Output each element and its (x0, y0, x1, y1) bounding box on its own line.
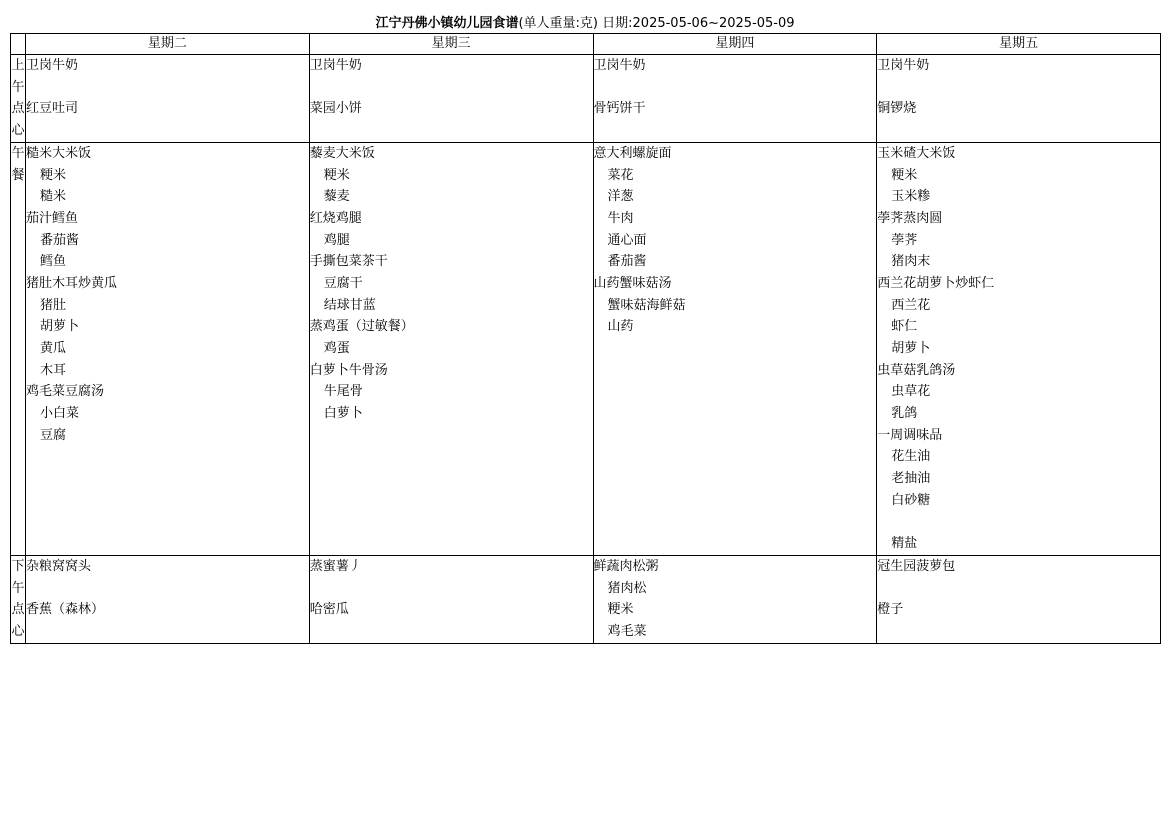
cell-am-thu (593, 55, 877, 143)
ingredient-item: 鸡毛菜 (607, 623, 647, 639)
dish-item: 蒸蜜薯丿 (309, 558, 362, 574)
cell-pm-thu (593, 555, 877, 643)
row-morning-snack (11, 55, 1161, 143)
ingredient-item: 粳米 (40, 167, 67, 183)
dish-item: 蒸鸡蛋（过敏餐） (309, 319, 414, 335)
ingredient-item: 山药 (607, 319, 634, 335)
corner-cell (11, 34, 26, 55)
ingredient-item: 番茄酱 (607, 254, 647, 270)
dish-item: 荸荠蒸肉圆 (877, 210, 943, 226)
meal-label-lunch: 午餐 (11, 142, 26, 555)
ingredient-item: 猪肉松 (607, 580, 647, 596)
dish-item: 一周调味品 (877, 427, 943, 443)
dish-item (594, 77, 877, 99)
date-range: 日期:2025-05-06~2025-05-09 (602, 16, 795, 31)
ingredient-item: 通心面 (607, 232, 647, 248)
dish-item: 铜锣烧 (877, 101, 917, 117)
ingredient-item: 猪肉末 (891, 254, 931, 270)
day-header-fri: 星期五 (877, 34, 1161, 55)
dish-item: 卫岗牛奶 (593, 58, 646, 73)
dish-item: 意大利螺旋面 (593, 145, 672, 161)
dish-item: 西兰花胡萝卜炒虾仁 (877, 275, 995, 291)
ingredient-item: 木耳 (40, 362, 67, 378)
ingredient-item: 粳米 (323, 167, 350, 183)
ingredient-item: 粳米 (891, 167, 918, 183)
dish-item: 红烧鸡腿 (309, 210, 362, 226)
dish-item: 杂粮窝窝头 (26, 558, 92, 574)
dish-item: 骨钙饼干 (593, 101, 646, 117)
ingredient-item: 花生油 (891, 449, 931, 465)
dish-item: 卫岗牛奶 (309, 58, 362, 73)
dish-item: 山药蟹味菇汤 (593, 275, 672, 291)
day-header-thu: 星期四 (593, 34, 877, 55)
menu-table (10, 33, 1161, 644)
row-lunch (11, 142, 1161, 555)
cell-pm-wed (309, 555, 593, 643)
ingredient-item: 鳕鱼 (40, 254, 67, 270)
dish-item: 冠生园菠萝包 (877, 558, 956, 574)
meal-label-afternoon-snack: 下午点心 (11, 555, 26, 643)
ingredient-item: 菜花 (607, 167, 634, 183)
ingredient-item: 玉米糁 (891, 189, 931, 205)
ingredient-item: 胡萝卜 (40, 319, 80, 335)
dish-item (877, 77, 1160, 99)
cell-pm-tue (26, 555, 310, 643)
ingredient-item: 猪肚 (40, 297, 67, 313)
ingredient-item: 老抽油 (891, 471, 931, 487)
ingredient-item: 鸡腿 (323, 232, 350, 248)
ingredient-item: 鸡蛋 (323, 341, 350, 356)
dish-item (310, 77, 593, 99)
dish-item: 玉米碴大米饭 (877, 145, 956, 161)
ingredient-item: 洋葱 (607, 189, 634, 205)
cell-am-wed (309, 55, 593, 143)
ingredient-item: 胡萝卜 (891, 341, 931, 356)
day-header-tue: 星期二 (26, 34, 310, 55)
ingredient-item: 白砂糖 (891, 492, 931, 508)
ingredient-item: 白萝卜 (323, 406, 363, 422)
ingredient-item: 豆腐干 (323, 275, 363, 291)
dish-item (310, 578, 593, 600)
dish-item: 猪肚木耳炒黄瓜 (26, 275, 118, 291)
ingredient-item: 精盐 (891, 536, 918, 552)
ingredient-item: 荸荠 (891, 232, 918, 248)
ingredient-item: 番茄酱 (40, 232, 80, 248)
dish-item: 菜园小饼 (309, 101, 362, 117)
dish-item (26, 77, 309, 99)
cell-pm-fri (877, 555, 1161, 643)
dish-item: 橙子 (877, 602, 904, 618)
row-afternoon-snack (11, 555, 1161, 643)
dish-item: 虫草菇乳鸽汤 (877, 362, 956, 378)
ingredient-item: 西兰花 (891, 297, 931, 313)
dish-item: 白萝卜牛骨汤 (309, 362, 388, 378)
ingredient-item: 藜麦 (323, 189, 350, 205)
dish-item: 手撕包菜茶干 (309, 254, 388, 270)
dish-item: 糙米大米饭 (26, 145, 92, 161)
unit-note: (单人重量:克) (518, 16, 599, 31)
ingredient-item: 小白菜 (40, 406, 80, 422)
cell-am-tue (26, 55, 310, 143)
ingredient-item: 糙米 (40, 189, 67, 205)
dish-item: 哈密瓜 (309, 602, 349, 618)
ingredient-item: 虾仁 (891, 319, 918, 335)
dish-item: 藜麦大米饭 (309, 145, 375, 161)
dish-item: 卫岗牛奶 (26, 58, 79, 73)
dish-item: 茄汁鳕鱼 (26, 210, 79, 226)
ingredient-item: 牛肉 (607, 210, 634, 226)
cell-lunch-fri (877, 142, 1161, 555)
dish-item: 红豆吐司 (26, 101, 79, 117)
cell-lunch-wed (309, 142, 593, 555)
ingredient-item: 粳米 (607, 602, 634, 618)
ingredient-item: 豆腐 (40, 427, 67, 443)
ingredient-item: 结球甘蓝 (323, 297, 376, 313)
cell-lunch-tue (26, 142, 310, 555)
dish-item (877, 578, 1160, 600)
dish-item (26, 578, 309, 600)
dish-item: 卫岗牛奶 (877, 58, 930, 73)
ingredient-item: 黄瓜 (40, 341, 67, 356)
school-name: 江宁丹佛小镇幼儿园食谱 (375, 16, 519, 31)
ingredient-item: 乳鸽 (891, 406, 918, 422)
day-header-wed: 星期三 (309, 34, 593, 55)
dish-item: 香蕉（森林） (26, 602, 105, 618)
ingredient-item (877, 512, 1160, 534)
dish-item: 鲜蔬肉松粥 (593, 558, 659, 574)
meal-label-morning-snack: 上午点心 (11, 55, 26, 143)
ingredient-item: 虫草花 (891, 384, 931, 400)
menu-title (10, 14, 1160, 34)
ingredient-item: 牛尾骨 (323, 384, 363, 400)
cell-am-fri (877, 55, 1161, 143)
dish-item: 鸡毛菜豆腐汤 (26, 384, 105, 400)
ingredient-item: 蟹味菇海鲜菇 (607, 297, 686, 313)
cell-lunch-thu (593, 142, 877, 555)
